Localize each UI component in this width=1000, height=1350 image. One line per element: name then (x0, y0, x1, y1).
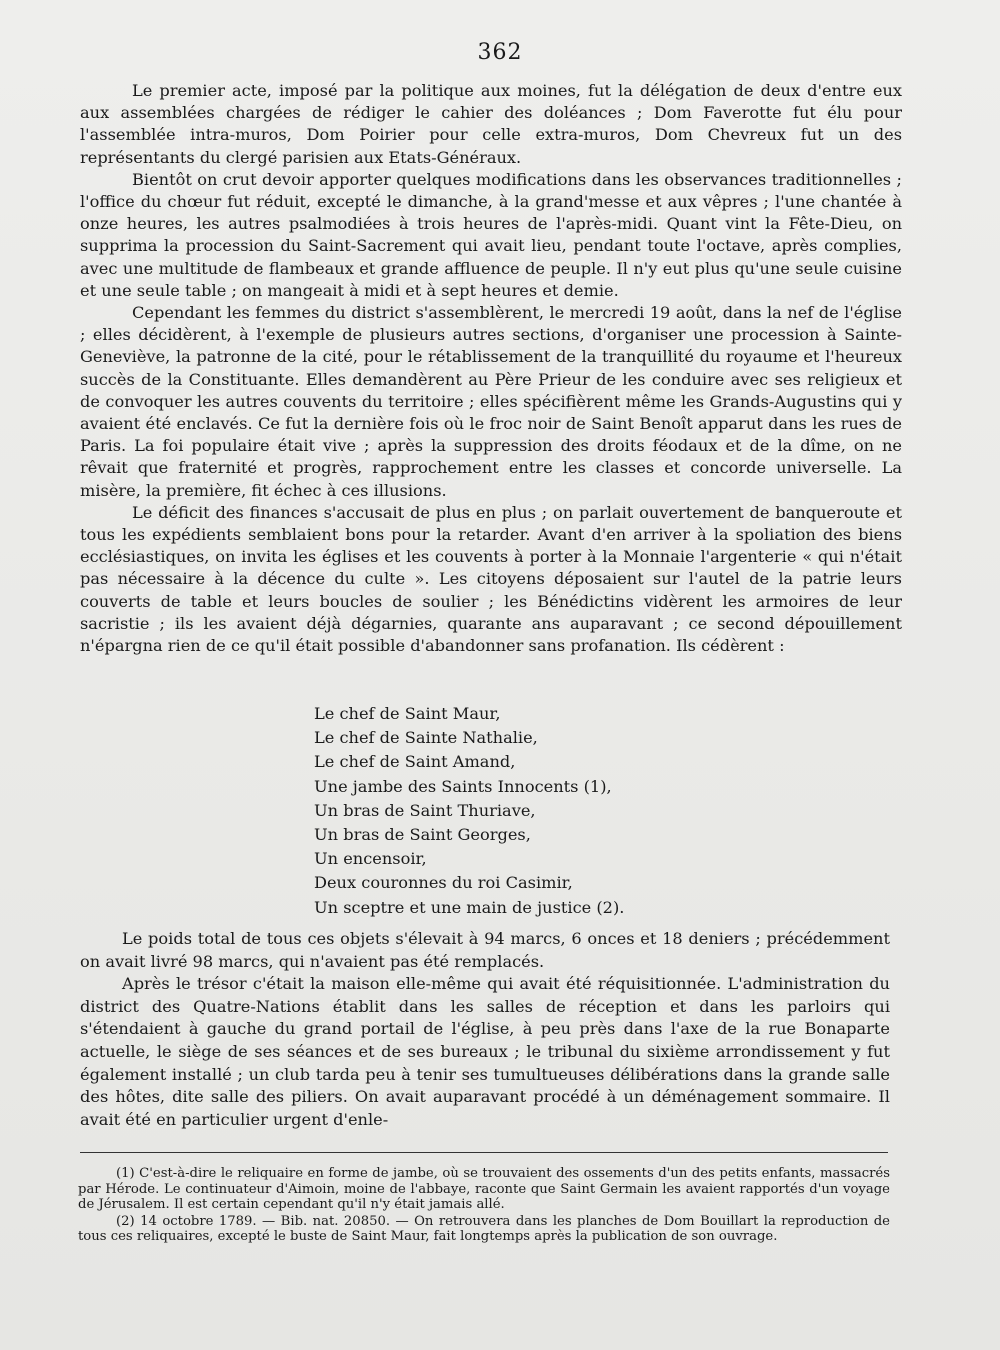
footnote-separator (80, 1152, 888, 1153)
relics-list-item: Une jambe des Saints Innocents (1), (314, 776, 612, 796)
footnotes (78, 1166, 890, 1246)
paragraph-deficit: Le déficit des finances s'accusait de plus en plus ; on parlait ouvertement de banqueroute et tous les expédients semblaient bons pour la retarder. Avant d'en arriver à la spoliation des biens ecclésiastiques, on invita les églises et les couvents à porter à la Monnaie l'argenterie « qui n'était pas nécessaire à la décence du culte ». Les citoyens déposaient sur l'autel de la patrie leurs couverts de table et leurs boucles de soulier ; les Bénédictins vidèrent les armoires de leur sacristie ; ils les avaient déjà dégarnies, quarante ans auparavant ; ce second dépouillement n'épargna rien de ce qu'il était possible d'abandonner sans profanation. Ils cédèrent : (80, 502, 902, 656)
footnote-2: (2) 14 octobre 1789. — Bib. nat. 20850. — On retrouvera dans les planches de Dom Bouillart la reproduction de tous ces reliquaires, excepté le buste de Saint Maur, fait longtemps après la publication de son ouvrage. (78, 1213, 890, 1245)
footnote-1: (1) C'est-à-dire le reliquaire en forme de jambe, où se trouvaient des ossements d'un des petits enfants, massacrés par Hérode. Le continuateur d'Aimoin, moine de l'abbaye, raconte que Saint Germain les avaient rapportés d'un voyage de Jérusalem. Il est certain cependant qu'il n'y était jamais allé. (78, 1166, 890, 1213)
relics-list-item: Un sceptre et une main de justice (2). (314, 897, 625, 917)
relics-list-item: Un bras de Saint Thuriave, (314, 800, 536, 820)
paragraph-requisition: Après le trésor c'était la maison elle-même qui avait été réquisitionnée. L'administration du district des Quatre-Nations établit dans les salles de réception et dans les parloirs qui s'étendaient à gauche du grand portail de l'église, à peu près dans l'axe de la rue Bonaparte actuelle, le siège de ses séances et de ses bureaux ; le tribunal du sixième arrondissement y fut également installé ; un club tarda peu à tenir ses tumultueuses délibérations dans la grande salle des hôtes, dite salle des piliers. On avait auparavant procédé à un déménagement sommaire. Il avait été en particulier urgent d'enle- (80, 974, 890, 1129)
paragraph-delegation: Le premier acte, imposé par la politique aux moines, fut la délégation de deux d'entre eux aux assemblées chargées de rédiger le cahier des doléances ; Dom Faverotte fut élu pour l'assemblée intra-muros, Dom Poirier pour celle extra-muros, Dom Chevreux fut un des représentants du clergé parisien aux Etats-Généraux. (80, 81, 902, 167)
relics-list-item: Le chef de Sainte Nathalie, (314, 728, 538, 748)
lower-text-block (80, 928, 890, 1131)
paragraph-observances: Bientôt on crut devoir apporter quelques modifications dans les observances traditionnelles ; l'office du chœur fut réduit, excepté le dimanche, à la grand'messe et aux vêpres ; l'une chantée à onze heures, les autres psalmodiées à trois heures de l'après-midi. Quant vint la Fête-Dieu, on supprima la procession du Saint-Sacrement qui avait lieu, pendant toute l'octave, après complies, avec une multitude de flambeaux et grande affluence de peuple. Il n'y eut plus qu'une seule cuisine et une seule table ; on mangeait à midi et à sept heures et demie. (80, 169, 902, 300)
relics-list-item: Un encensoir, (314, 849, 427, 869)
paragraph-procession: Cependant les femmes du district s'assemblèrent, le mercredi 19 août, dans la nef de l'église ; elles décidèrent, à l'exemple de plusieurs autres sections, d'organiser une procession à Sainte-Geneviève, la patronne de la cité, pour le rétablissement de la tranquillité du royaume et l'heureux succès de la Constituante. Elles demandèrent au Père Prieur de les conduire avec ses religieux et de convoquer les autres couvents du territoire ; elles spécifièrent même les Grands-Augustins qui y avaient été enclavés. Ce fut la dernière fois où le froc noir de Saint Benoît apparut dans les rues de Paris. La foi populaire était vive ; après la suppression des droits féodaux et de la dîme, on ne rêvait que fraternité et progrès, rapprochement entre les classes et concorde universelle. La misère, la première, fit échec à ces illusions. (80, 303, 902, 500)
main-text-block (80, 80, 902, 657)
page-number: 362 (477, 40, 523, 65)
relics-list-item: Un bras de Saint Georges, (314, 825, 531, 845)
relics-list-item: Le chef de Saint Amand, (314, 752, 516, 772)
relics-list (314, 702, 714, 920)
paragraph-weight: Le poids total de tous ces objets s'élevait à 94 marcs, 6 onces et 18 deniers ; précédemment on avait livré 98 marcs, qui n'avaient pas été remplacés. (80, 929, 890, 971)
relics-list-item: Deux couronnes du roi Casimir, (314, 873, 573, 893)
relics-list-item: Le chef de Saint Maur, (314, 704, 501, 723)
